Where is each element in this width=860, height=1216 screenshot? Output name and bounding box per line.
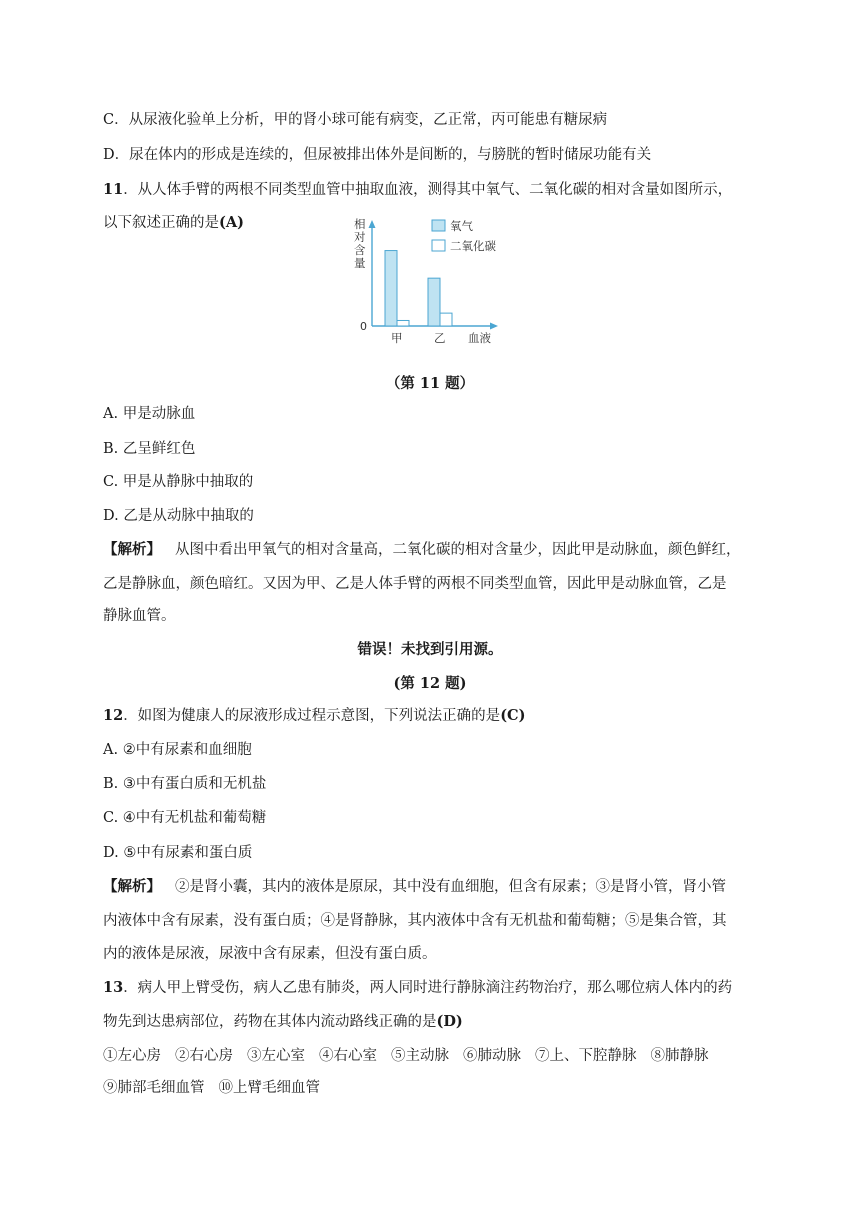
legend-label: 氧气 (450, 219, 473, 233)
q12-analysis-line2: 内液体中含有尿素，没有蛋白质；④是肾静脉，其内液体中含有无机盐和葡萄糖；⑤是集合管，其 (103, 913, 727, 929)
q13-choices-line1 (103, 1046, 709, 1066)
legend-swatch (432, 220, 445, 231)
q11-number: 11 (103, 181, 124, 198)
q11-analysis-text-1: 从图中看出甲氧气的相对含量高，二氧化碳的相对含量少，因此甲是动脉血，颜色鲜红， (175, 542, 741, 558)
y-axis-label: 相对含量 (354, 217, 366, 270)
q12-option-d: D. ⑤中有尿素和蛋白质 (103, 845, 253, 861)
q12-analysis-text-1: ②是肾小囊，其内的液体是原尿，其中没有血细胞，但含有尿素；③是肾小管，肾小管 (175, 879, 726, 895)
q11-stem-text-1: ．从人体手臂的两根不同类型血管中抽取血液，测得其中氧气、二氧化碳的相对含量如图所示， (123, 182, 733, 198)
q13-stem-text-1: ．病人甲上臂受伤，病人乙患有肺炎，两人同时进行静脉滴注药物治疗，那么哪位病人体内的药 (123, 980, 733, 996)
q12-analysis-line1 (103, 877, 726, 897)
q13-choice: ②右心房 (175, 1048, 233, 1064)
bar-co2 (397, 320, 409, 326)
q12-number: 12 (103, 707, 124, 724)
q13-choice: ①左心房 (103, 1048, 161, 1064)
origin-label: 0 (360, 320, 367, 333)
q12-option-b: B. ③中有蛋白质和无机盐 (103, 776, 267, 792)
q13-choice: ⑩上臂毛细血管 (218, 1080, 320, 1096)
q13-choice: ⑨肺部毛细血管 (103, 1080, 205, 1096)
q12-stem (103, 706, 525, 726)
q11-stem-line2 (103, 213, 244, 233)
q11-analysis-tag: 【解析】 (103, 541, 161, 558)
q12-answer: (C) (500, 707, 526, 724)
q11-bar-chart (340, 212, 510, 352)
q13-stem-text-2: 物先到达患病部位，药物在其体内流动路线正确的是 (103, 1014, 437, 1030)
q11-analysis-line2: 乙是静脉血，颜色暗红。又因为甲、乙是人体手臂的两根不同类型血管，因此甲是动脉血管，乙是 (103, 576, 727, 592)
q12-caption: (第 12 题) (393, 675, 467, 692)
q11-option-d: D. 乙是从动脉中抽取的 (103, 508, 254, 524)
q13-choices-line2 (103, 1078, 320, 1098)
x-tick-label: 乙 (434, 331, 446, 345)
q11-caption: （第 11 题） (385, 375, 475, 392)
q10-option-c: C．从尿液化验单上分析，甲的肾小球可能有病变，乙正常，丙可能患有糖尿病 (103, 112, 608, 128)
y-axis-arrow (369, 220, 376, 228)
q13-choice: ⑤主动脉 (391, 1048, 449, 1064)
q13-stem (103, 978, 732, 998)
q12-analysis-line3: 内的液体是尿液，尿液中含有尿素，但没有蛋白质。 (103, 946, 437, 962)
error-reference: 错误！未找到引用源。 (357, 641, 503, 658)
q13-number: 13 (103, 979, 124, 996)
q11-option-a: A. 甲是动脉血 (103, 406, 196, 422)
q12-option-c: C. ④中有无机盐和葡萄糖 (103, 810, 267, 826)
q13-choice: ④右心室 (319, 1048, 377, 1064)
q11-answer: (A) (219, 214, 244, 231)
q11-stem-text-2: 以下叙述正确的是 (103, 215, 219, 231)
q13-answer: (D) (436, 1013, 463, 1030)
legend-label: 二氧化碳 (450, 239, 496, 253)
bar-oxygen (385, 251, 397, 326)
legend-swatch (432, 240, 445, 251)
q13-choice: ③左心室 (247, 1048, 305, 1064)
q12-stem-text: ．如图为健康人的尿液形成过程示意图，下列说法正确的是 (123, 708, 501, 724)
q11-option-b: B. 乙呈鲜红色 (103, 441, 196, 457)
q13-stem-line2 (103, 1012, 463, 1032)
q13-choice: ⑦上、下腔静脉 (535, 1048, 637, 1064)
bar-oxygen (428, 278, 440, 326)
q10-option-d: D．尿在体内的形成是连续的，但尿被排出体外是间断的，与膀胱的暂时储尿功能有关 (103, 147, 652, 163)
q13-choice: ⑧肺静脉 (650, 1048, 709, 1064)
q13-choice: ⑥肺动脉 (463, 1048, 521, 1064)
x-tick-label: 甲 (391, 331, 403, 345)
x-axis-arrow (490, 323, 498, 330)
x-axis-label: 血液 (468, 331, 491, 345)
q12-analysis-tag: 【解析】 (103, 878, 161, 895)
q11-analysis-line3: 静脉血管。 (103, 608, 176, 624)
q11-stem (103, 180, 732, 200)
q11-analysis-line1 (103, 540, 741, 560)
bar-co2 (440, 313, 452, 326)
q12-option-a: A. ②中有尿素和血细胞 (103, 742, 252, 758)
q11-option-c: C. 甲是从静脉中抽取的 (103, 474, 254, 490)
